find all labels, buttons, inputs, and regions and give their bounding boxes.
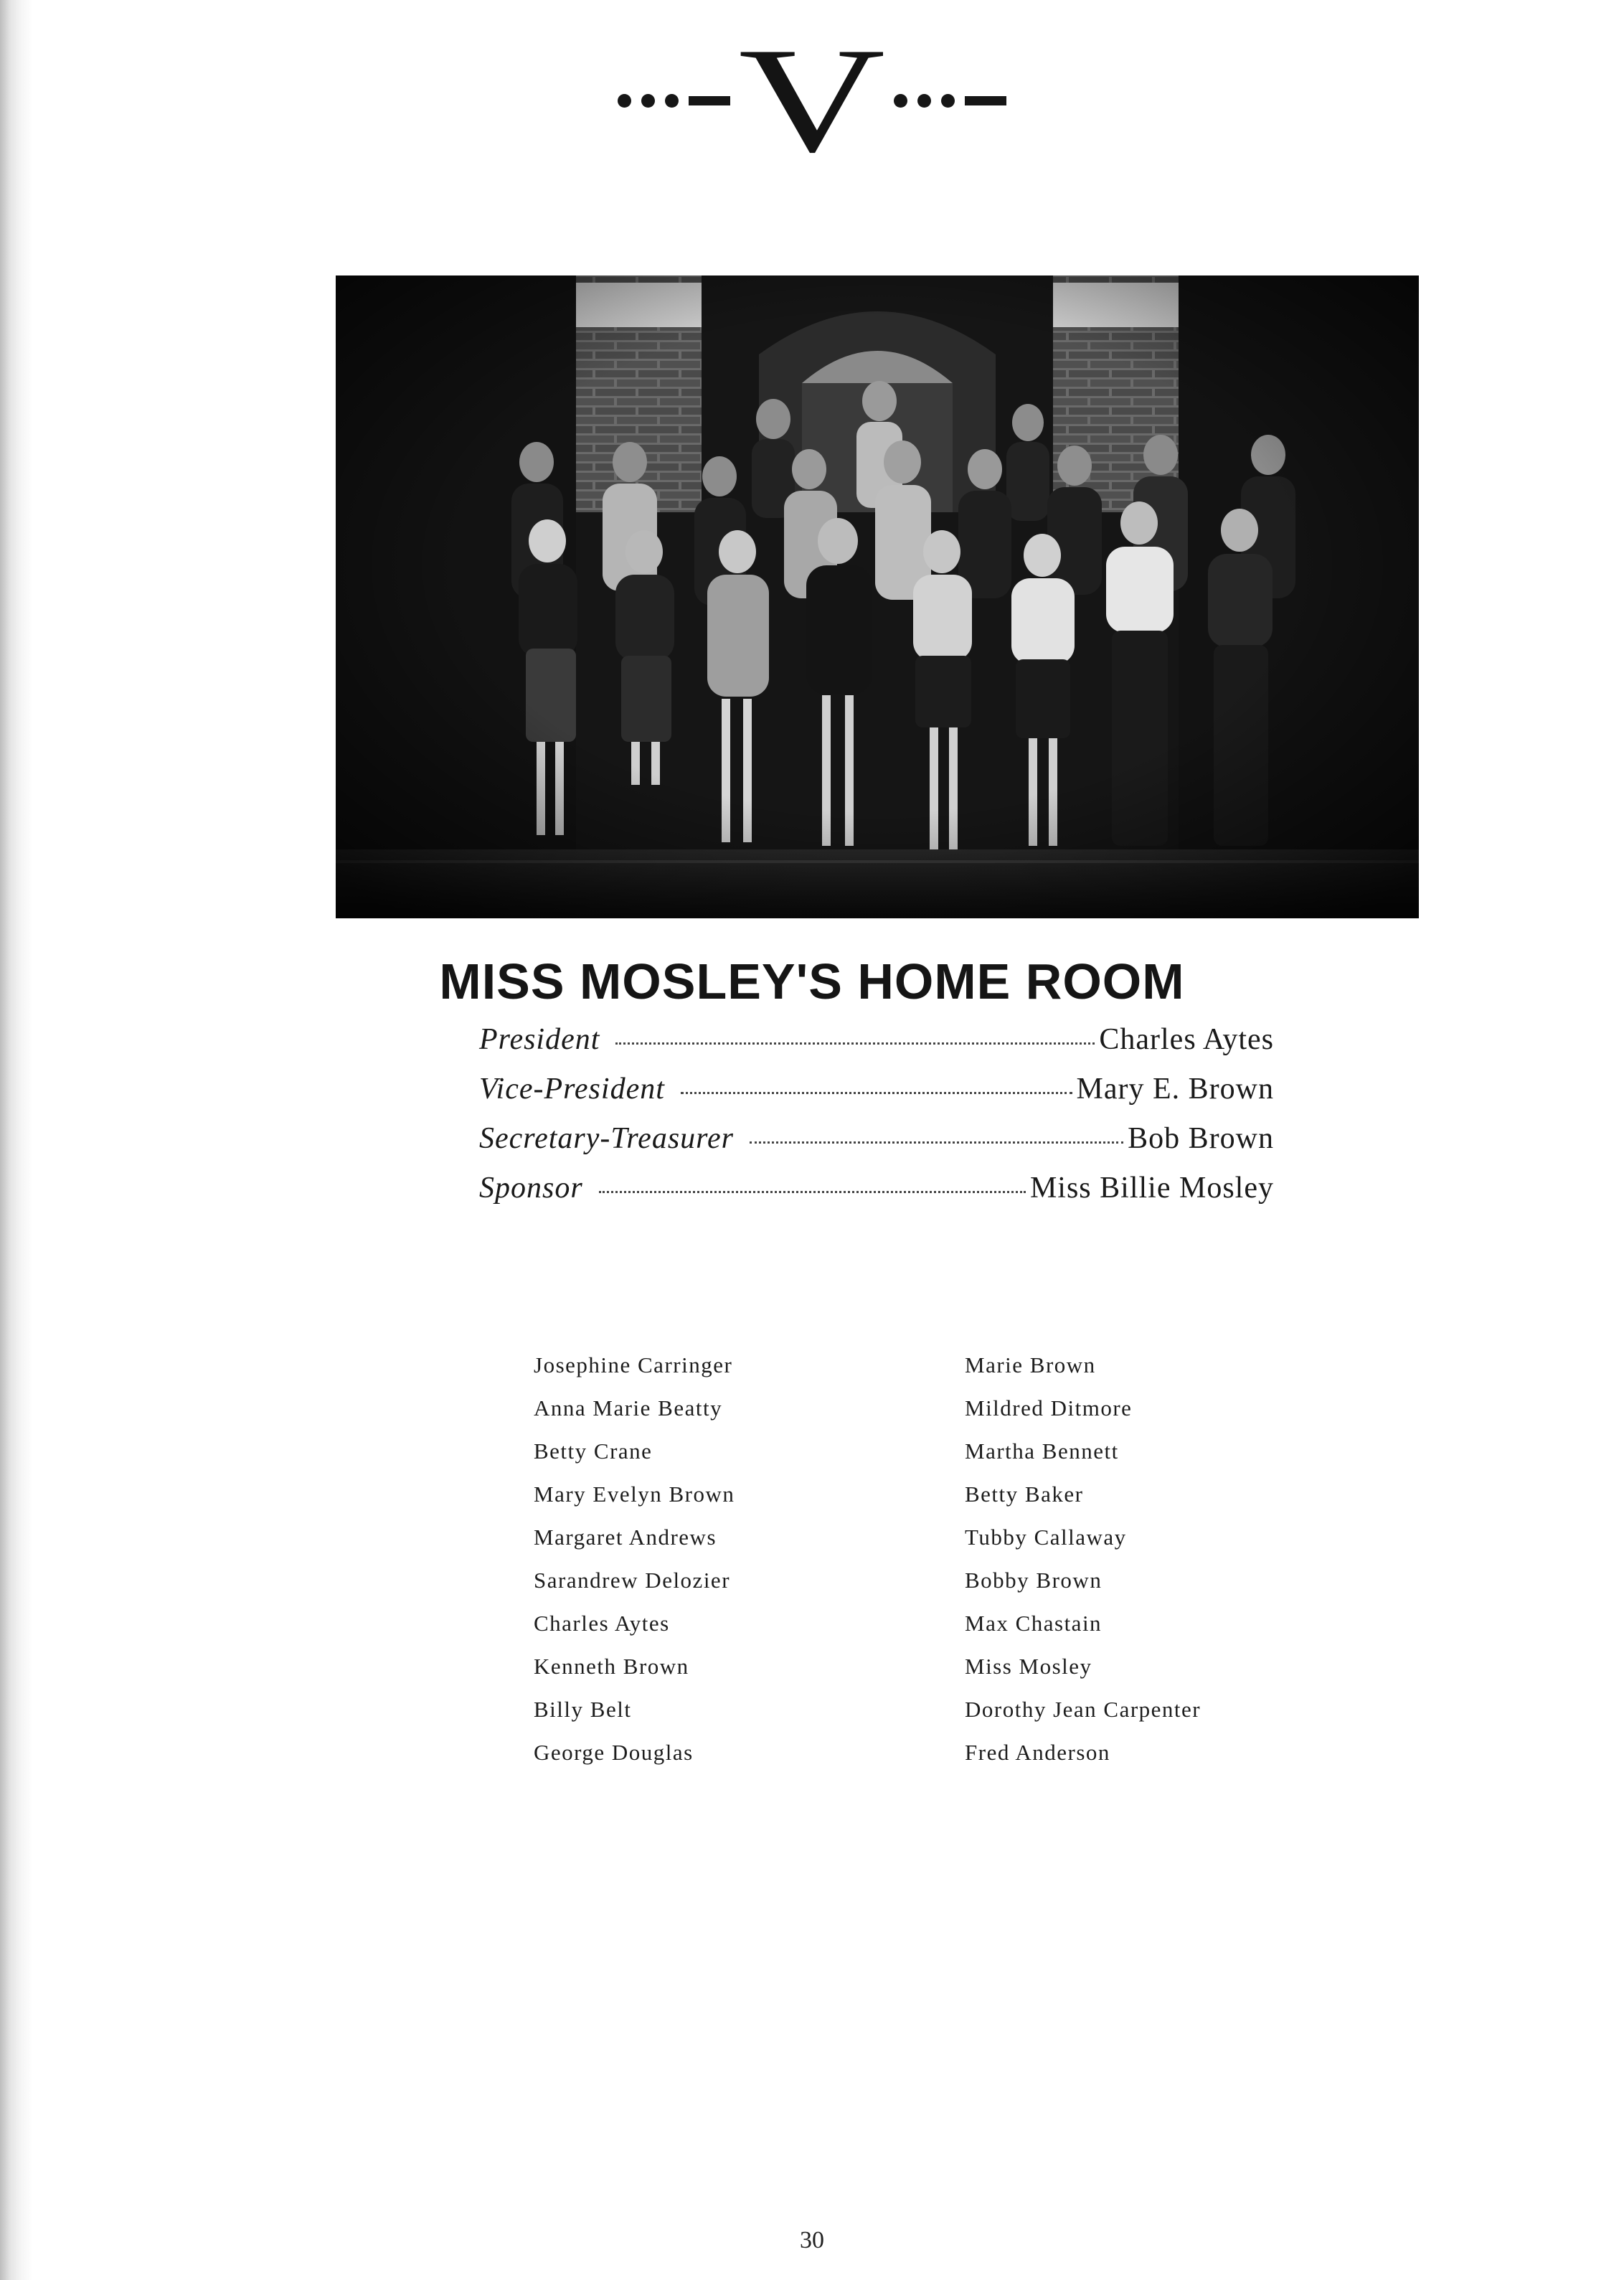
ornament-dot	[917, 94, 931, 108]
officer-row-sponsor	[479, 1171, 1274, 1220]
officers-list	[479, 1022, 1274, 1220]
ornament-dash	[689, 96, 730, 105]
list-item: Mildred Ditmore	[965, 1395, 1133, 1421]
officer-name: Charles Aytes	[1099, 1023, 1274, 1056]
list-item: Miss Mosley	[965, 1654, 1092, 1679]
officer-row-president	[479, 1022, 1274, 1072]
list-item: Marie Brown	[965, 1352, 1096, 1377]
header-ornament	[0, 17, 1624, 184]
list-item: Josephine Carringer	[534, 1352, 733, 1377]
dot-leader	[750, 1141, 1123, 1144]
ornament-dash	[965, 96, 1006, 105]
members-list-left	[534, 1352, 735, 1783]
ornament-left	[618, 94, 730, 108]
list-item: Fred Anderson	[965, 1740, 1110, 1765]
group-photo	[336, 275, 1419, 918]
section-letter: V	[738, 17, 886, 184]
page-number: 30	[800, 2227, 824, 2253]
officer-role: Sponsor	[479, 1172, 583, 1205]
list-item: Martha Bennett	[965, 1438, 1119, 1464]
ornament-dot	[894, 94, 907, 108]
officer-role: Secretary-Treasurer	[479, 1122, 734, 1155]
officer-row-vice-president	[479, 1072, 1274, 1121]
ornament-dot	[618, 94, 631, 108]
ornament-right	[894, 94, 1006, 108]
officer-role: President	[479, 1023, 600, 1056]
list-item: Margaret Andrews	[534, 1525, 717, 1550]
ornament-dot	[665, 94, 679, 108]
list-item: Max Chastain	[965, 1611, 1103, 1636]
list-item: George Douglas	[534, 1740, 694, 1765]
ornament-dot	[941, 94, 955, 108]
page-title: MISS MOSLEY'S HOME ROOM	[439, 953, 1185, 1009]
list-item: Betty Crane	[534, 1438, 653, 1464]
list-item: Charles Aytes	[534, 1611, 670, 1636]
list-item: Mary Evelyn Brown	[534, 1481, 735, 1507]
list-item: Dorothy Jean Carpenter	[965, 1697, 1202, 1722]
list-item: Billy Belt	[534, 1697, 632, 1722]
list-item: Sarandrew Delozier	[534, 1568, 731, 1593]
list-item: Tubby Callaway	[965, 1525, 1127, 1550]
ornament-dot	[641, 94, 655, 108]
dot-leader	[681, 1092, 1072, 1094]
officer-row-secretary-treasurer	[479, 1121, 1274, 1171]
officer-role: Vice-President	[479, 1073, 665, 1106]
dot-leader	[615, 1042, 1095, 1045]
officer-name: Bob Brown	[1128, 1122, 1274, 1155]
members-list-right	[965, 1352, 1201, 1783]
group-photo-illustration	[336, 275, 1419, 918]
list-item: Bobby Brown	[965, 1568, 1103, 1593]
officer-name: Miss Billie Mosley	[1029, 1172, 1274, 1205]
page-edge	[0, 0, 33, 2280]
dot-leader	[599, 1191, 1026, 1193]
list-item: Anna Marie Beatty	[534, 1395, 723, 1421]
officer-name: Mary E. Brown	[1076, 1073, 1274, 1106]
list-item: Kenneth Brown	[534, 1654, 689, 1679]
list-item: Betty Baker	[965, 1481, 1084, 1507]
